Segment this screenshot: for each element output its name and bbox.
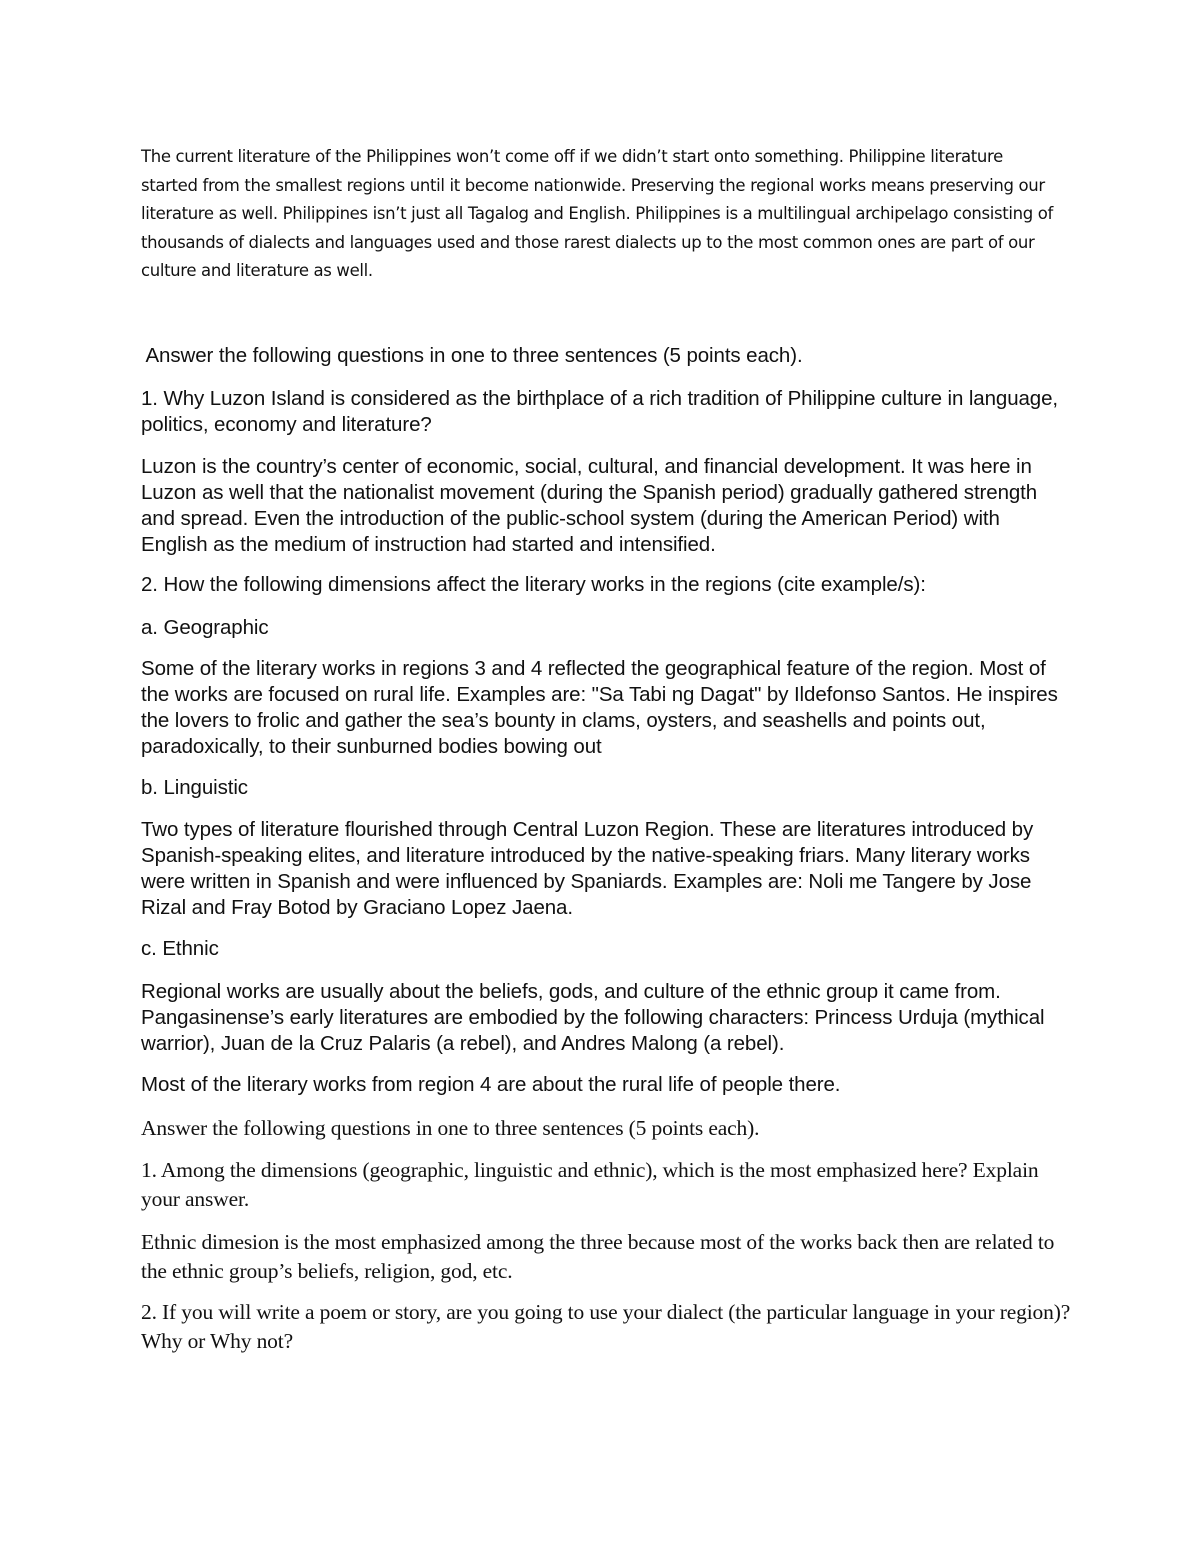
- dimension-a-label: a. Geographic: [141, 616, 269, 639]
- intro-paragraph: The current literature of the Philippines won’t come off if we didn’t start onto something. Philippine literature started from the smallest regions until it become nationwide. Preserving the regional works means preserving our literature as well. Philippines isn’t just all Tagalog and English. Philippines is a multilingual archipelago consisting of thousands of dialects and languages used and those rarest dialects up to the most common ones are part of our culture and literature as well.: [141, 147, 1053, 281]
- dimension-a-text: Some of the literary works in regions 3 and 4 reflected the geographical feature of the region. Most of the works are focused on rural life. Examples are: "Sa Tabi ng Dagat" by Ildefonso Santos. He inspires the lovers to frolic and gather the sea’s bounty in clams, oysters, and seashells and points out, paradoxically, to their sunburned bodies bowing out: [141, 657, 1058, 758]
- section1-question-1: 1. Why Luzon Island is considered as the birthplace of a rich tradition of Philippine culture in language, politics, economy and literature?: [141, 387, 1059, 436]
- section1-answer-1: Luzon is the country’s center of economic, social, cultural, and financial development. It was here in Luzon as well that the nationalist movement (during the Spanish period) gradually gathered strength and spread. Even the introduction of the public-school system (during the American Period) with English as the medium of instruction had started and intensified.: [141, 455, 1038, 556]
- dimension-c-label: c. Ethnic: [141, 937, 219, 960]
- section2-instructions: Answer the following questions in one to three sentences (5 points each).: [141, 1116, 760, 1140]
- section1-question-2: 2. How the following dimensions affect the literary works in the regions (cite example/s):: [141, 573, 926, 596]
- section2-question-2: 2. If you will write a poem or story, are you going to use your dialect (the particular language in your region)? Why or Why not?: [141, 1300, 1071, 1353]
- section1-instructions: Answer the following questions in one to three sentences (5 points each).: [141, 344, 803, 367]
- section2-answer-1: Ethnic dimesion is the most emphasized among the three because most of the works back then are related to the ethnic group’s beliefs, religion, god, etc.: [141, 1230, 1055, 1283]
- dimension-b-text: Two types of literature flourished through Central Luzon Region. These are literatures introduced by Spanish-speaking elites, and literature introduced by the native-speaking friars. Many literary works were written in Spanish and were influenced by Spaniards. Examples are: Noli me Tangere by Jose Rizal and Fray Botod by Graciano Lopez Jaena.: [141, 818, 1034, 919]
- dimension-c-text: Regional works are usually about the beliefs, gods, and culture of the ethnic group it came from. Pangasinense’s early literatures are embodied by the following characters: Princess Urduja (mythical warrior), Juan de la Cruz Palaris (a rebel), and Andres Malong (a rebel).: [141, 980, 1045, 1055]
- dimension-b-label: b. Linguistic: [141, 776, 248, 799]
- section2-question-1: 1. Among the dimensions (geographic, linguistic and ethnic), which is the most emphasized here? Explain your answer.: [141, 1158, 1039, 1211]
- section1-closing: Most of the literary works from region 4 are about the rural life of people there.: [141, 1073, 841, 1096]
